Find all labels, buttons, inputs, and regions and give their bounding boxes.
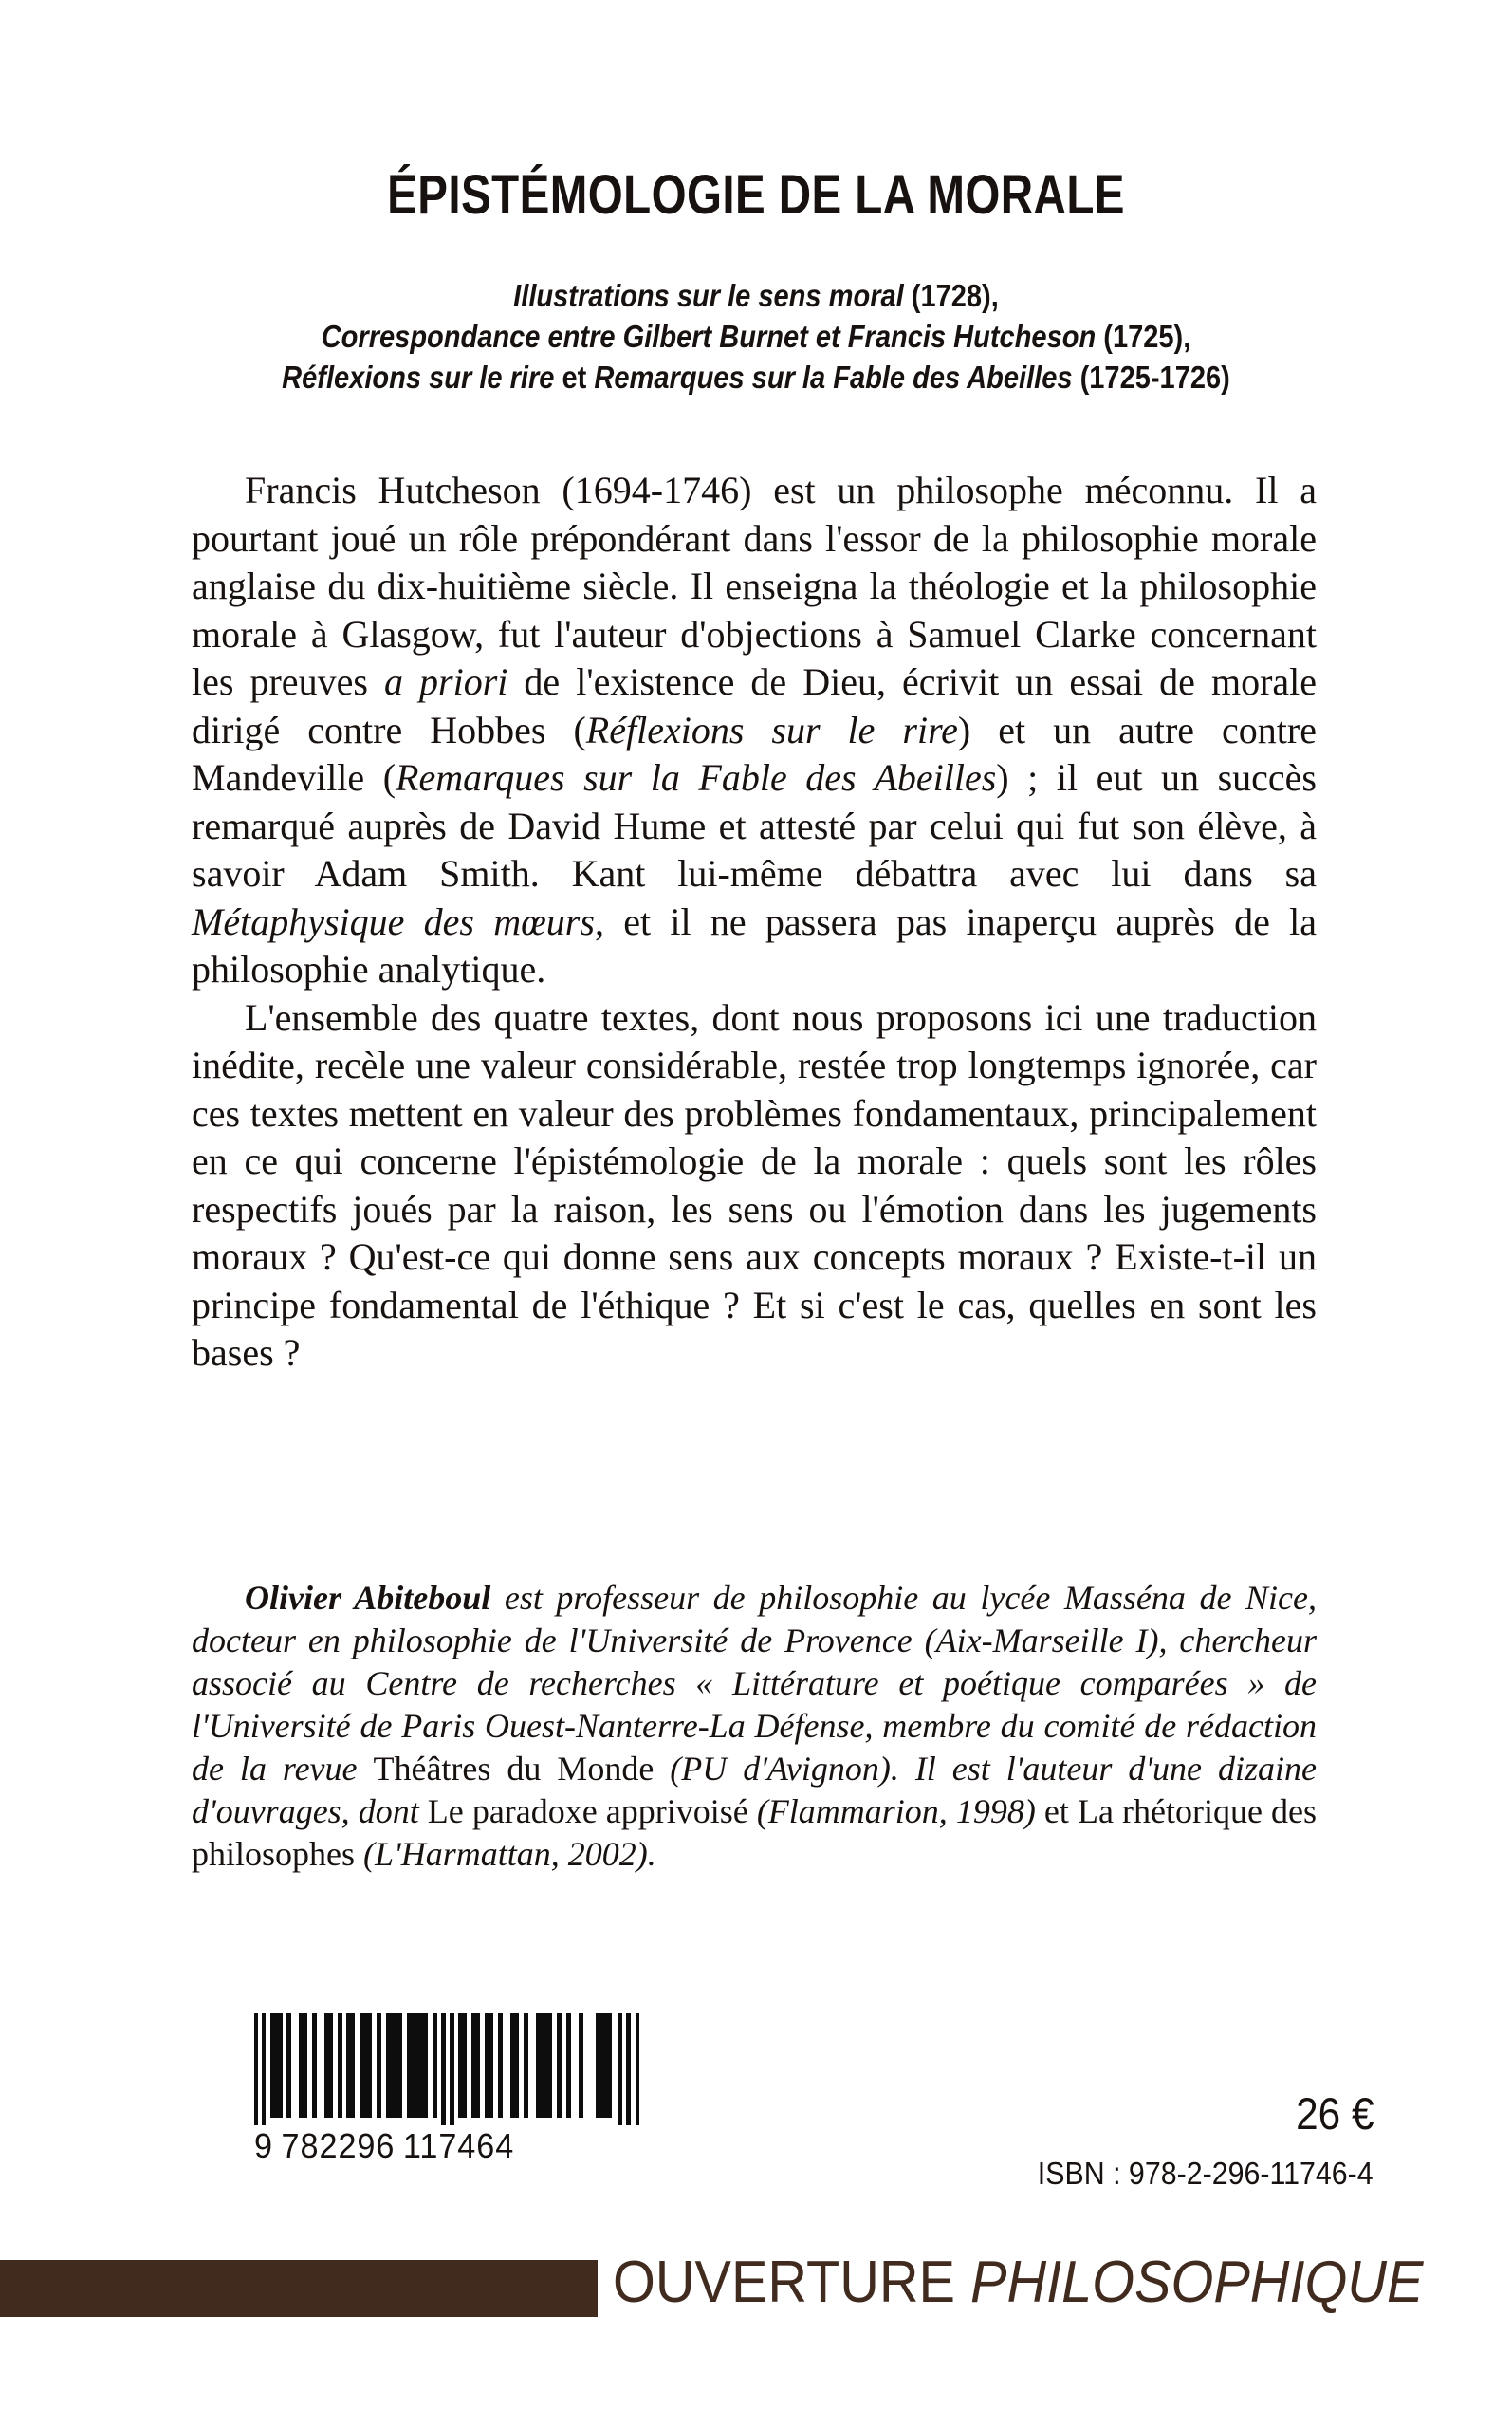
bio-seg-5: (L'Harmattan, 2002). — [363, 1835, 656, 1873]
subtitle-line-2 — [91, 316, 1422, 357]
p1-seg-d: ) ; il eut un succès remarqué auprès de David Hume et attesté par celui qui fut son élève, à savoir Adam Smith. Kant lui-même débattra avec lui dans sa — [192, 756, 1317, 895]
subtitle-line-3 — [91, 357, 1422, 398]
page-title: ÉPISTÉMOLOGIE DE LA MORALE — [387, 164, 1125, 226]
subtitle-line-1 — [91, 275, 1422, 316]
barcode-block — [254, 2013, 653, 2166]
bio-seg-2: (PU d'Avignon). Il est l'auteur d'une dizaine d'ouvrages, dont — [192, 1750, 1317, 1830]
bio-seg-1: est professeur de philosophie au lycée Masséna de Nice, docteur en philosophie de l'Université de Provence (Aix-Marseille I), chercheur associé au Centre de recherches « Littérature et poétique comparées » de l'Université de Paris Ouest-Nanterre-La Défense, membre du comité de rédaction de la revue — [192, 1579, 1317, 1788]
subtitle-3-roman-end: (1725-1726) — [1072, 360, 1230, 396]
bio-roman-et: et — [1043, 1792, 1069, 1830]
subtitle-2-roman: (1725), — [1096, 319, 1191, 355]
subtitle-3-roman-mid: et — [554, 360, 595, 396]
blurb-column — [192, 467, 1317, 1378]
p1-seg-a: Francis Hutcheson (1694-1746) est un philosophe méconnu. Il a pourtant joué un rôle prépondérant dans l'essor de la philosophie morale anglaise du dix-huitième siècle. Il enseigna la théologie et la philosophie morale à Glasgow, fut l'auteur d'objections à Samuel Clarke concernant les preuves — [192, 469, 1317, 703]
p1-seg-b: de l'existence de Dieu, écrivit un essai de morale dirigé contre Hobbes ( — [192, 660, 1318, 751]
p1-italic-metaphysique: Métaphysique des mœurs — [192, 899, 595, 943]
author-bio — [192, 1577, 1317, 1876]
banner-word-philosophique: PHILOSOPHIQUE — [969, 2250, 1424, 2315]
p1-seg-e: , et il ne passera pas inaperçu auprès de la philosophie analytique. — [192, 899, 1318, 991]
barcode-digits — [254, 2126, 633, 2166]
bio-roman-rhetorique: La rhétorique des philosophes — [192, 1792, 1317, 1873]
isbn-label: ISBN : 978-2-296-11746-4 — [1038, 2156, 1374, 2191]
p1-italic-reflexions: Réflexions sur le rire — [585, 708, 958, 751]
title-block — [0, 164, 1512, 226]
subtitle-1-roman: (1728), — [903, 278, 999, 313]
subtitle-3-italic-b: Remarques sur la Fable des Abeilles — [594, 360, 1073, 396]
bio-seg-3: (Flammarion, 1998) — [747, 1792, 1044, 1830]
bio-roman-paradoxe: Le paradoxe apprivoisé — [427, 1792, 748, 1830]
barcode-group-2: 117464 — [402, 2126, 515, 2165]
author-name: Olivier Abiteboul — [245, 1579, 491, 1617]
series-banner — [0, 2250, 1512, 2321]
banner-series-name — [613, 2251, 1423, 2313]
subtitle-2-italic: Correspondance entre Gilbert Burnet et Francis Hutcheson — [321, 319, 1097, 355]
banner-color-bar — [0, 2260, 598, 2317]
barcode-group-1: 782296 — [281, 2126, 396, 2165]
blurb-paragraph-1 — [192, 467, 1317, 994]
p1-italic-remarques: Remarques sur la Fable des Abeilles — [396, 756, 997, 799]
barcode-ean13 — [254, 2013, 651, 2125]
subtitle-1-italic: Illustrations sur le sens moral — [513, 278, 904, 313]
p1-italic-a-priori: a priori — [383, 660, 508, 703]
banner-word-ouverture: OUVERTURE — [613, 2250, 955, 2315]
barcode-lead-digit: 9 — [254, 2126, 273, 2165]
p1-seg-c: ) et un autre contre Mandeville ( — [192, 708, 1317, 799]
subtitle-block — [0, 275, 1512, 398]
price-label: 26 € — [1295, 2088, 1374, 2139]
bio-roman-theatres: Théâtres du Monde — [373, 1750, 655, 1788]
blurb-paragraph-2: L'ensemble des quatre textes, dont nous proposons ici une traduction inédite, recèle une valeur considérable, restée trop longtemps ignorée, car ces textes mettent en valeur des problèmes fondamentaux, principalement en ce qui concerne l'épistémologie de la morale : quels sont les rôles respectifs joués par la raison, les sens ou l'émotion dans les jugements moraux ? Qu'est-ce qui donne sens aux concepts moraux ? Existe-t-il un principe fondamental de l'éthique ? Et si c'est le cas, quelles en sont les bases ? — [192, 995, 1317, 1374]
subtitle-3-italic-a: Réflexions sur le rire — [282, 360, 555, 396]
